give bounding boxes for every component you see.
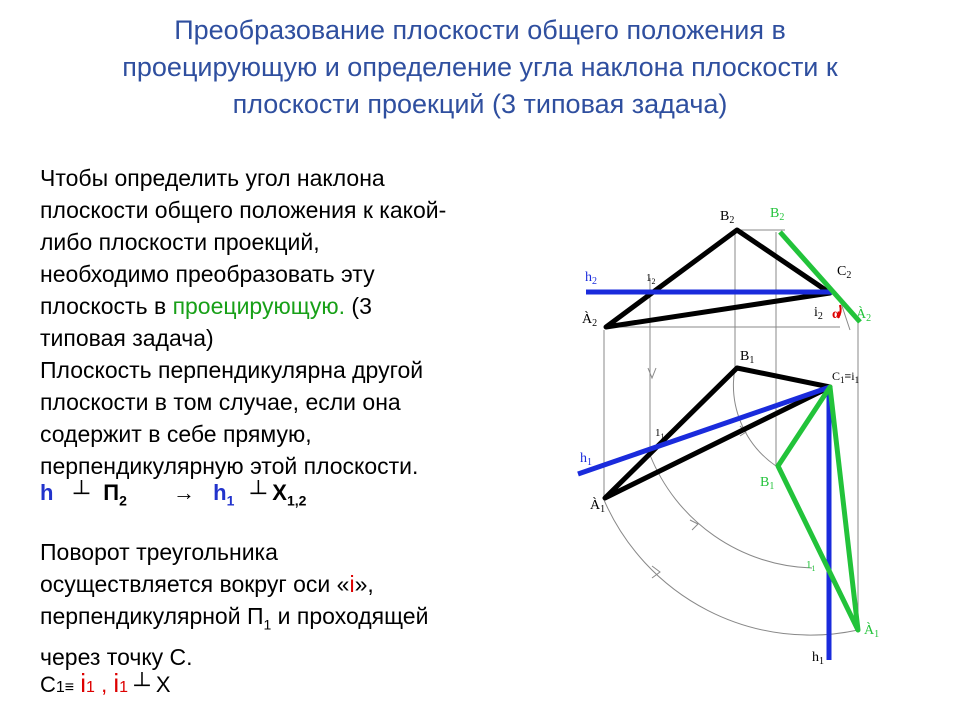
p1-line: типовая задача) bbox=[40, 325, 214, 351]
title-line-2: проецирующую и определение угла наклона плоскости к bbox=[122, 52, 838, 82]
paragraph-1 bbox=[40, 162, 520, 482]
projection-drawing bbox=[560, 190, 890, 680]
p1-line: перпендикулярную этой плоскости. bbox=[40, 453, 419, 479]
formula-x bbox=[272, 480, 307, 509]
p2-line bbox=[40, 600, 428, 641]
label-a2: $À_2$ bbox=[582, 312, 598, 329]
perp-symbol: ┴ bbox=[250, 480, 267, 505]
triangle-frontal bbox=[606, 230, 830, 327]
label-b1-prime: $B_1$ bbox=[760, 475, 775, 492]
h1-sub: 1 bbox=[226, 492, 235, 509]
p1-text: плоскость в bbox=[40, 293, 173, 319]
formula-h-perp bbox=[40, 480, 306, 508]
p1-line: содержит в себе прямую, bbox=[40, 421, 312, 447]
c-letter: С bbox=[40, 672, 56, 697]
label-a1: $À_1$ bbox=[590, 498, 606, 515]
i-letter: i bbox=[80, 668, 87, 698]
p2-line: Поворот треугольника bbox=[40, 539, 278, 565]
p2-text: перпендикулярной П bbox=[40, 603, 264, 629]
equiv-symbol: ≡ bbox=[64, 679, 75, 696]
p2-text: и проходящей bbox=[271, 603, 429, 629]
formula-h: h bbox=[40, 480, 54, 505]
label-h1-prime: $h_1$ bbox=[812, 650, 824, 667]
arrow-symbol: → bbox=[173, 480, 196, 505]
x-letter: X bbox=[272, 480, 287, 505]
label-c2: $C_2$ bbox=[837, 264, 852, 281]
p-sub: 2 bbox=[119, 492, 127, 509]
x-sub: 1,2 bbox=[286, 492, 307, 509]
formula-c1-i1 bbox=[40, 668, 171, 699]
p1-line: Плоскость перпендикулярна другой bbox=[40, 357, 424, 383]
rotation-arc-a bbox=[604, 500, 858, 635]
formula-p bbox=[103, 480, 127, 509]
formula-h1 bbox=[213, 480, 235, 509]
label-a2-prime: $À_2$ bbox=[856, 307, 872, 324]
p1-line: плоскости общего положения к какой- bbox=[40, 197, 447, 223]
label-i2: $i_2$ bbox=[814, 305, 823, 322]
label-h2: $h_2$ bbox=[585, 270, 597, 287]
title-line-1: Преобразование плоскости общего положения в bbox=[174, 15, 786, 45]
i-letter: i bbox=[113, 668, 120, 698]
perp-symbol: ┴ bbox=[134, 672, 150, 697]
perp-symbol: ┴ bbox=[73, 480, 90, 505]
p1-line: плоскости в том случае, если она bbox=[40, 389, 401, 415]
title-line-3: плоскости проекций (3 типовая задача) bbox=[232, 89, 728, 119]
p2-sub: 1 bbox=[263, 616, 272, 633]
p2-line bbox=[40, 568, 428, 600]
label-b2-prime: $B_2$ bbox=[770, 206, 785, 223]
rotation-arc-1 bbox=[650, 455, 812, 568]
p1-line: либо плоскости проекций, bbox=[40, 229, 320, 255]
c-sub: 1 bbox=[55, 679, 65, 696]
p1-line: необходимо преобразовать эту bbox=[40, 261, 375, 287]
arrow-mark bbox=[648, 368, 656, 378]
p1-line: Чтобы определить угол наклона bbox=[40, 165, 385, 191]
axis-i: i bbox=[349, 571, 355, 597]
triangle-rotated bbox=[778, 387, 858, 630]
label-h1: $h_1$ bbox=[580, 451, 592, 468]
label-a1-prime: $À_1$ bbox=[864, 623, 880, 640]
comma: , bbox=[94, 672, 108, 697]
p1-line bbox=[40, 290, 520, 322]
label-c1-i1: $C_1\equiv i_1$ bbox=[832, 369, 860, 385]
p-letter: П bbox=[103, 480, 120, 505]
h1-letter: h bbox=[213, 480, 227, 505]
label-1-2: $1_2$ bbox=[646, 272, 656, 286]
label-b1: $B_1$ bbox=[740, 349, 755, 366]
triangle-horizontal bbox=[605, 368, 830, 498]
label-b2: $B_2$ bbox=[720, 209, 735, 226]
label-alpha: α bbox=[832, 307, 840, 322]
x-letter: X bbox=[155, 672, 171, 697]
slide-title bbox=[60, 12, 900, 123]
i-sub: 1 bbox=[86, 679, 95, 696]
p2-text: », bbox=[354, 571, 374, 597]
p2-line: через точку С. bbox=[40, 643, 193, 670]
label-1-1-prime: $1_1$ bbox=[806, 559, 816, 573]
projecting-term: проецирующую. bbox=[172, 293, 346, 319]
label-1-1: $1_1$ bbox=[655, 427, 665, 441]
paragraph-2 bbox=[40, 536, 428, 673]
p2-text: осуществляется вокруг оси « bbox=[40, 571, 350, 597]
i-sub: 1 bbox=[119, 679, 128, 696]
p1-text: (3 bbox=[345, 293, 372, 319]
